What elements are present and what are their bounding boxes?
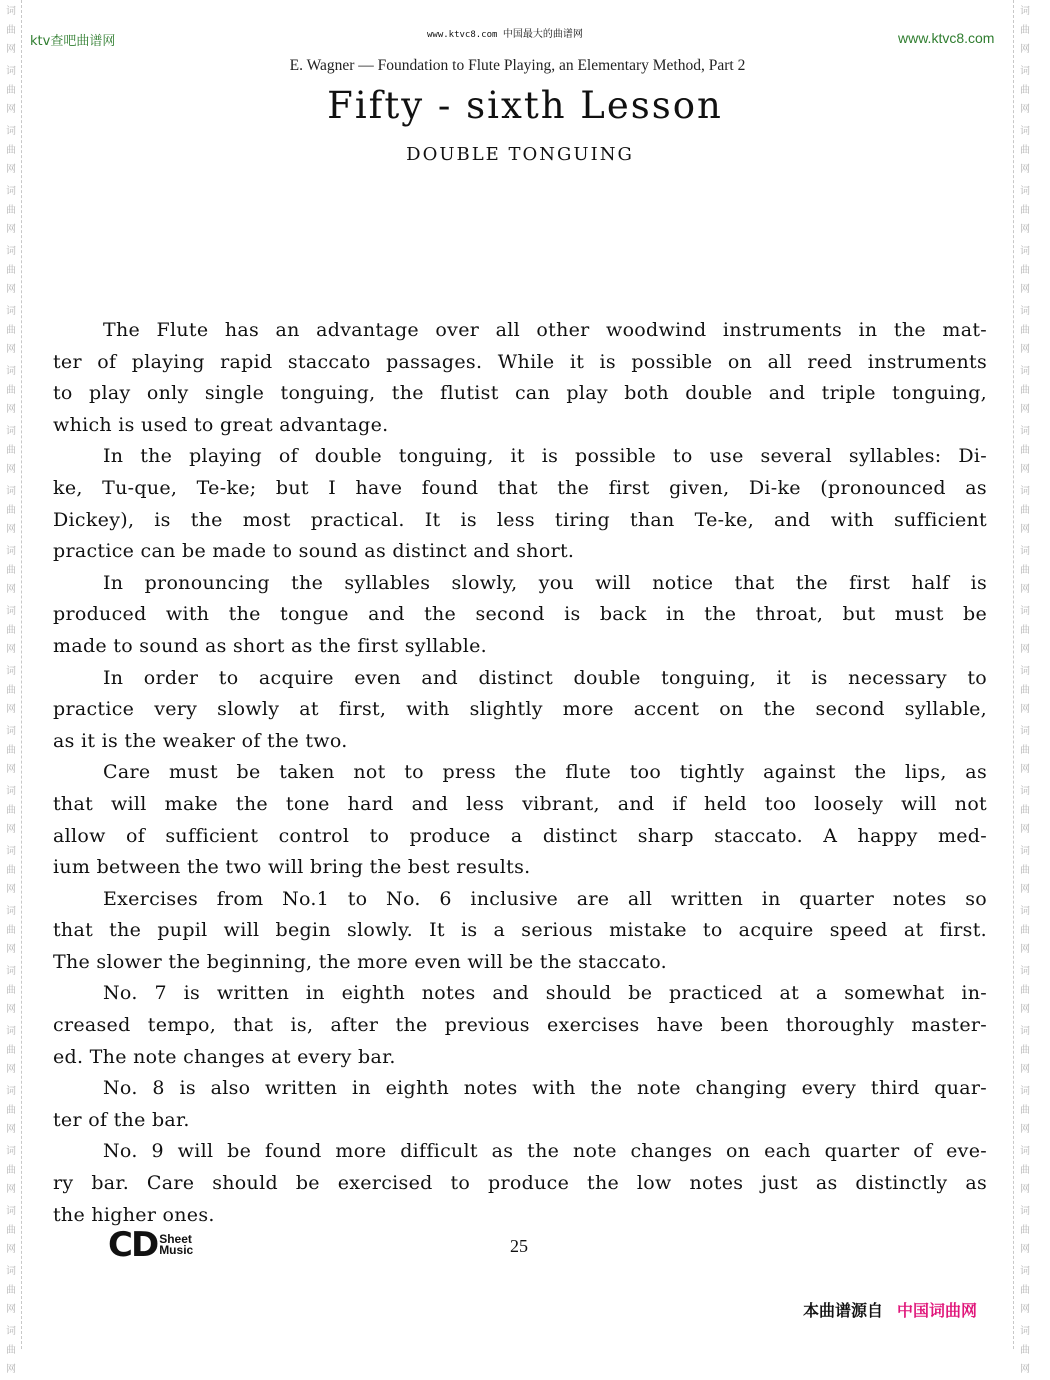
watermark-glyph: 网 (6, 1364, 16, 1375)
watermark-glyph: 网 (1020, 104, 1030, 115)
logo-text-bottom: Music (159, 1243, 194, 1257)
watermark-glyph: 网 (1020, 1184, 1030, 1195)
watermark-group (1015, 780, 1035, 840)
watermark-glyph: 词 (6, 1206, 16, 1217)
text-line: Care must be taken not to press the flute too tightly against the lips, as (103, 761, 987, 784)
text-line: ter of playing rapid staccato passages. While it is possible on all reed instruments (53, 350, 987, 373)
watermark-group (1, 360, 21, 420)
watermark-glyph: 曲 (6, 1105, 16, 1116)
divider-left (21, 0, 22, 1349)
watermark-glyph: 词 (6, 66, 16, 77)
watermark-group (1, 900, 21, 960)
watermark-glyph: 词 (1020, 1026, 1030, 1037)
watermark-glyph: 曲 (6, 145, 16, 156)
watermark-glyph: 曲 (6, 685, 16, 696)
watermark-glyph: 曲 (6, 265, 16, 276)
watermark-group (1015, 960, 1035, 1020)
text-line: ry bar. Care should be exercised to produce the low notes just as distinctly as (53, 1172, 987, 1195)
watermark-glyph: 网 (1020, 1124, 1030, 1135)
watermark-glyph: 词 (1020, 786, 1030, 797)
watermark-glyph: 曲 (6, 85, 16, 96)
watermark-group (1015, 300, 1035, 360)
watermark-glyph: 曲 (1020, 1285, 1030, 1296)
watermark-group (1015, 360, 1035, 420)
watermark-glyph: 网 (1020, 284, 1030, 295)
paragraph (53, 978, 987, 1073)
divider-right (1013, 0, 1014, 1349)
watermark-group (1, 720, 21, 780)
watermark-glyph: 网 (1020, 764, 1030, 775)
watermark-glyph: 网 (1020, 884, 1030, 895)
watermark-glyph: 曲 (6, 805, 16, 816)
watermark-group (1, 1080, 21, 1140)
paragraph (53, 441, 987, 567)
watermark-glyph: 词 (1020, 246, 1030, 257)
watermark-glyph: 词 (1020, 1266, 1030, 1277)
watermark-glyph: 网 (6, 1064, 16, 1075)
watermark-group (1015, 1260, 1035, 1320)
watermark-group (1, 1200, 21, 1260)
paragraph (53, 1073, 987, 1136)
text-line: ed. The note changes at every bar. (53, 1045, 396, 1068)
watermark-glyph: 网 (6, 884, 16, 895)
watermark-group (1015, 180, 1035, 240)
watermark-glyph: 网 (6, 944, 16, 955)
watermark-group (1, 1260, 21, 1320)
watermark-glyph: 网 (6, 344, 16, 355)
watermark-glyph: 网 (6, 284, 16, 295)
watermark-glyph: 词 (1020, 546, 1030, 557)
watermark-group (1, 240, 21, 300)
watermark-glyph: 曲 (6, 985, 16, 996)
text-line: In the playing of double tonguing, it is possible to use several syllables: Di- (103, 445, 987, 468)
watermark-glyph: 网 (1020, 1364, 1030, 1375)
logo-mark: CD (108, 1225, 158, 1265)
watermark-glyph: 网 (6, 1244, 16, 1255)
watermark-group (1015, 600, 1035, 660)
text-line: In pronouncing the syllables slowly, you will notice that the first half is (103, 571, 987, 594)
watermark-glyph: 网 (6, 1184, 16, 1195)
text-line: made to sound as short as the first syllable. (53, 634, 487, 657)
watermark-glyph: 词 (6, 606, 16, 617)
site-url-right[interactable]: www.ktvc8.com (898, 30, 995, 46)
watermark-group (1, 0, 21, 60)
watermark-glyph: 曲 (1020, 1225, 1030, 1236)
text-line: creased tempo, that is, after the previous exercises have been thoroughly master- (53, 1014, 987, 1037)
paragraph (53, 757, 987, 883)
watermark-glyph: 网 (1020, 344, 1030, 355)
watermark-glyph: 网 (1020, 1004, 1030, 1015)
watermark-glyph: 曲 (6, 925, 16, 936)
text-line: as it is the weaker of the two. (53, 729, 348, 752)
watermark-glyph: 曲 (6, 1345, 16, 1356)
watermark-glyph: 网 (6, 824, 16, 835)
watermark-glyph: 曲 (1020, 985, 1030, 996)
watermark-glyph: 词 (1020, 486, 1030, 497)
watermark-glyph: 曲 (1020, 1165, 1030, 1176)
watermark-group (1015, 720, 1035, 780)
text-line: ium between the two will bring the best results. (53, 856, 531, 879)
watermark-glyph: 词 (6, 1146, 16, 1157)
watermark-glyph: 词 (6, 306, 16, 317)
watermark-glyph: 词 (1020, 186, 1030, 197)
watermark-group (1, 420, 21, 480)
watermark-glyph: 词 (6, 966, 16, 977)
watermark-glyph: 词 (6, 246, 16, 257)
text-line: The Flute has an advantage over all other woodwind instruments in the mat- (103, 319, 987, 341)
watermark-glyph: 网 (6, 644, 16, 655)
site-url-center[interactable]: www.ktvc8.com (427, 30, 498, 40)
watermark-glyph: 网 (1020, 644, 1030, 655)
text-line: No. 8 is also written in eighth notes with the note changing every third quar- (103, 1077, 987, 1100)
text-line: the higher ones. (53, 1203, 215, 1226)
watermark-glyph: 曲 (6, 385, 16, 396)
watermark-group (1, 960, 21, 1020)
text-line: practice can be made to sound as distinct and short. (53, 540, 575, 563)
watermark-glyph: 网 (1020, 44, 1030, 55)
watermark-glyph: 曲 (1020, 565, 1030, 576)
watermark-glyph: 曲 (1020, 325, 1030, 336)
watermark-glyph: 网 (6, 524, 16, 535)
watermark-glyph: 词 (6, 906, 16, 917)
watermark-glyph: 曲 (1020, 925, 1030, 936)
watermark-glyph: 词 (6, 426, 16, 437)
watermark-glyph: 网 (6, 44, 16, 55)
text-line: practice very slowly at first, with slightly more accent on the second syllable, (53, 698, 987, 721)
text-line: In order to acquire even and distinct double tonguing, it is necessary to (103, 666, 987, 689)
text-line: No. 9 will be found more difficult as the note changes on each quarter of eve- (103, 1140, 987, 1163)
watermark-glyph: 词 (1020, 1326, 1030, 1337)
logo-text (159, 1234, 193, 1256)
watermark-glyph: 词 (6, 1266, 16, 1277)
source-credit (803, 1298, 977, 1321)
paragraph (53, 884, 987, 979)
watermark-group (1, 1320, 21, 1380)
text-line: allow of sufficient control to produce a distinct sharp staccato. A happy med- (53, 824, 987, 847)
text-line: Dickey), is the most practical. It is less tiring than Te-ke, and with sufficient (53, 508, 987, 531)
watermark-glyph: 词 (1020, 846, 1030, 857)
watermark-glyph: 网 (1020, 1304, 1030, 1315)
watermark-glyph: 词 (6, 6, 16, 17)
watermark-glyph: 网 (1020, 524, 1030, 535)
text-line: No. 7 is written in eighth notes and should be practiced at a somewhat in- (103, 982, 987, 1005)
watermark-group (1, 180, 21, 240)
watermark-group (1, 840, 21, 900)
watermark-glyph: 曲 (1020, 745, 1030, 756)
book-title: E. Wagner — Foundation to Flute Playing, an Elementary Method, Part 2 (289, 57, 746, 74)
text-line: that will make the tone hard and less vibrant, and if held too loosely will not (53, 792, 987, 815)
watermark-group (1, 780, 21, 840)
watermark-glyph: 网 (6, 764, 16, 775)
watermark-glyph: 词 (6, 846, 16, 857)
watermark-glyph: 网 (6, 1124, 16, 1135)
watermark-glyph: 曲 (1020, 505, 1030, 516)
site-name-left[interactable]: ktv查吧曲谱网 (30, 34, 116, 49)
text-line: ke, Tu-que, Te-ke; but I have found that the first given, Di-ke (pronounced as (53, 476, 987, 499)
watermark-glyph: 曲 (6, 745, 16, 756)
watermark-glyph: 曲 (1020, 805, 1030, 816)
watermark-glyph: 曲 (6, 565, 16, 576)
watermark-glyph: 网 (6, 1004, 16, 1015)
watermark-glyph: 曲 (6, 505, 16, 516)
watermark-glyph: 词 (1020, 906, 1030, 917)
watermark-group (1015, 0, 1035, 60)
watermark-glyph: 曲 (1020, 145, 1030, 156)
watermark-group (1, 660, 21, 720)
watermark-glyph: 词 (1020, 606, 1030, 617)
watermark-group (1015, 900, 1035, 960)
watermark-glyph: 词 (6, 366, 16, 377)
watermark-glyph: 词 (1020, 966, 1030, 977)
watermark-glyph: 网 (1020, 824, 1030, 835)
paragraph (53, 663, 987, 758)
text-line: that the pupil will begin slowly. It is a serious mistake to acquire speed at first. (53, 919, 987, 942)
watermark-glyph: 曲 (6, 445, 16, 456)
watermark-glyph: 网 (6, 584, 16, 595)
watermark-glyph: 网 (1020, 1064, 1030, 1075)
watermark-glyph: 曲 (1020, 205, 1030, 216)
watermark-glyph: 网 (6, 104, 16, 115)
watermark-glyph: 网 (1020, 164, 1030, 175)
source-label: 本曲谱源自 (803, 1301, 884, 1320)
watermark-glyph: 网 (1020, 1244, 1030, 1255)
watermark-glyph: 网 (6, 404, 16, 415)
watermark-group (1015, 540, 1035, 600)
watermark-group (1, 480, 21, 540)
watermark-column-left (1, 0, 21, 1375)
text-line: Exercises from No.1 to No. 6 inclusive are all written in quarter notes so (103, 887, 987, 910)
watermark-glyph: 词 (1020, 1146, 1030, 1157)
watermark-glyph: 曲 (1020, 1045, 1030, 1056)
watermark-glyph: 词 (6, 726, 16, 737)
watermark-column-right (1015, 0, 1035, 1375)
watermark-glyph: 词 (1020, 66, 1030, 77)
watermark-group (1015, 420, 1035, 480)
lesson-subtitle: DOUBLE TONGUING (406, 144, 634, 165)
watermark-glyph: 网 (6, 164, 16, 175)
text-line: to play only single tonguing, the flutist can play both double and triple tonguing, (53, 382, 987, 405)
watermark-group (1015, 1080, 1035, 1140)
watermark-glyph: 网 (1020, 464, 1030, 475)
watermark-glyph: 曲 (1020, 1105, 1030, 1116)
watermark-group (1, 600, 21, 660)
watermark-glyph: 曲 (1020, 625, 1030, 636)
watermark-glyph: 词 (6, 666, 16, 677)
watermark-glyph: 曲 (1020, 865, 1030, 876)
watermark-group (1015, 1200, 1035, 1260)
watermark-glyph: 词 (1020, 6, 1030, 17)
watermark-glyph: 网 (1020, 944, 1030, 955)
watermark-glyph: 词 (1020, 1206, 1030, 1217)
watermark-glyph: 词 (6, 1326, 16, 1337)
watermark-glyph: 词 (6, 546, 16, 557)
watermark-group (1, 540, 21, 600)
watermark-group (1015, 240, 1035, 300)
watermark-glyph: 网 (6, 704, 16, 715)
watermark-group (1015, 480, 1035, 540)
watermark-glyph: 曲 (6, 1045, 16, 1056)
watermark-glyph: 曲 (1020, 265, 1030, 276)
watermark-group (1015, 1320, 1035, 1380)
logo-text-top: Sheet (159, 1232, 192, 1246)
watermark-glyph: 词 (6, 486, 16, 497)
watermark-glyph: 词 (6, 126, 16, 137)
watermark-glyph: 词 (6, 1026, 16, 1037)
site-banner-center (427, 25, 583, 40)
watermark-group (1015, 660, 1035, 720)
watermark-glyph: 曲 (1020, 445, 1030, 456)
watermark-glyph: 词 (6, 1086, 16, 1097)
watermark-glyph: 词 (1020, 126, 1030, 137)
watermark-glyph: 词 (1020, 426, 1030, 437)
source-site-link[interactable]: 中国词曲网 (897, 1301, 978, 1320)
watermark-group (1, 1140, 21, 1200)
text-line: produced with the tongue and the second is back in the throat, but must be (53, 603, 987, 626)
watermark-glyph: 曲 (6, 325, 16, 336)
cd-sheet-music-logo (108, 1225, 194, 1265)
watermark-glyph: 曲 (1020, 1345, 1030, 1356)
watermark-glyph: 网 (1020, 224, 1030, 235)
watermark-glyph: 词 (6, 186, 16, 197)
watermark-glyph: 网 (6, 464, 16, 475)
watermark-group (1, 300, 21, 360)
watermark-group (1, 1020, 21, 1080)
watermark-glyph: 曲 (6, 865, 16, 876)
paragraph (53, 315, 987, 441)
watermark-glyph: 曲 (1020, 85, 1030, 96)
watermark-glyph: 词 (1020, 366, 1030, 377)
watermark-glyph: 词 (1020, 666, 1030, 677)
watermark-group (1015, 840, 1035, 900)
watermark-glyph: 网 (1020, 404, 1030, 415)
watermark-glyph: 曲 (1020, 685, 1030, 696)
site-slogan: 中国最大的曲谱网 (502, 29, 583, 40)
text-line: which is used to great advantage. (53, 413, 389, 436)
watermark-glyph: 曲 (1020, 25, 1030, 36)
watermark-group (1015, 1020, 1035, 1080)
paragraph (53, 1136, 987, 1231)
lesson-title: Fifty - sixth Lesson (327, 84, 723, 127)
text-line: The slower the beginning, the more even will be the staccato. (53, 950, 667, 973)
paragraph (53, 568, 987, 663)
watermark-group (1015, 1140, 1035, 1200)
watermark-glyph: 曲 (6, 25, 16, 36)
watermark-glyph: 网 (1020, 704, 1030, 715)
watermark-glyph: 曲 (1020, 385, 1030, 396)
watermark-glyph: 词 (1020, 306, 1030, 317)
watermark-glyph: 词 (1020, 726, 1030, 737)
watermark-glyph: 网 (1020, 584, 1030, 595)
watermark-glyph: 词 (6, 786, 16, 797)
watermark-glyph: 曲 (6, 1285, 16, 1296)
watermark-glyph: 网 (6, 224, 16, 235)
watermark-glyph: 曲 (6, 625, 16, 636)
watermark-glyph: 网 (6, 1304, 16, 1315)
watermark-glyph: 曲 (6, 205, 16, 216)
watermark-glyph: 曲 (6, 1165, 16, 1176)
page-number: 25 (510, 1236, 528, 1256)
watermark-glyph: 曲 (6, 1225, 16, 1236)
text-line: ter of the bar. (53, 1108, 190, 1131)
lesson-body (53, 315, 987, 1231)
watermark-glyph: 词 (1020, 1086, 1030, 1097)
